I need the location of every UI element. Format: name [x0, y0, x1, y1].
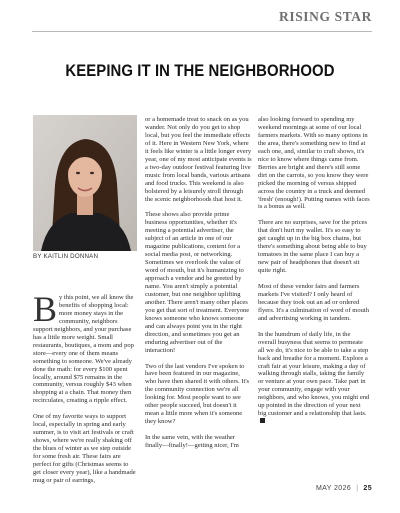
section-label: RISING STAR: [279, 9, 372, 24]
author-portrait-image: [33, 115, 137, 251]
page-number: 25: [363, 485, 372, 492]
paragraph: One of my favorite ways to support local, especially in spring and early summer, is to visit art festivals or craft shows, where we're really shaking off the blues of winter as we step outside for some fresh air. These fairs are perfect for gifts (Christmas seems to get closer every year), like a handmade mug or pair of earrings,: [33, 413, 136, 484]
article-title: KEEPING IT IN THE NEIGHBORHOOD: [65, 62, 335, 80]
paragraph: These shows also provide prime business opportunities, whether it's meeting a potential advertiser, the subject of an article in one of our magazine publications, content for a social media post, or networking. Sometimes we overlook the value of word of mouth, but it's humanizing to approach a vendor and be greeted by name. You aren't simply a potential customer, but one neighbor uplifting another. There aren't many other places you get that sort of treatment. Everyone knows someone who knows someone and can always point you in the right direction, and sometimes you get an enduring advertiser out of the interaction!: [145, 211, 250, 354]
paragraph: Most of these vendor fairs and farmers markets I've visited? I only heard of because they took out an ad or ordered flyers. It's a culmination of word of mouth and advertising working in tandem.: [258, 282, 369, 322]
header-rule: [32, 31, 372, 32]
dropcap: B: [33, 289, 58, 329]
paragraph: or a homemade treat to snack on as you wander. Not only do you get to shop local, but you feel the immediate effects of it. Here in Western New York, where it feels like winter is a little longer every year, one of my most anticipate events is a two-day outdoor festival featuring live music from local bands, various artisans and food trucks. This weekend is also bolstered by a leisurely stroll through the scenic neighborhoods that host it.: [145, 116, 252, 203]
column-3: [258, 116, 370, 434]
byline: BY KAITLIN DONNAN: [33, 253, 99, 260]
page-footer: [316, 485, 372, 492]
author-photo: [33, 115, 137, 251]
footer-separator: |: [356, 485, 359, 492]
paragraph: By this point, we all know the benefits of shopping local: more money stays in the community, neighbors support neighbors, and your purchase has a little more weight. Small restaurants, boutiques, a mom and pop store—every one of them means something to someone. We've already done the math: for every $100 spent locally, around $75 remains in the community, versus roughly $43 when shopping at a chain. That money then recirculates, creating a ripple effect.: [33, 289, 134, 405]
column-2: [145, 116, 252, 458]
paragraph: also looking forward to spending my weekend mornings at some of our local farmers markets. With so many options in the area, there's something new to find at each one, and, similar to craft shows, it's nice to know where things came from. Berries are bright and there's still some dirt on the carrots, so you know they were picked the morning of versus shipped across the country in a truck and deemed 'fresh' (enough!). Putting names with faces is a bonus as well.: [258, 116, 370, 211]
paragraph: Two of the last vendors I've spoken to have been featured in our magazine, who have then shared it with others. It's the community connection we're all looking for. Most people want to see other people succeed, but doesn't it mean a little more when it's someone they know?: [145, 362, 250, 426]
paragraph: In the same vein, with the weather finally—finally!—getting nicer, I'm: [145, 434, 239, 450]
paragraph: There are no surprises, save for the prices that don't hurt my wallet. It's so easy to get caught up in the big box chains, but there's something about being able to buy tomatoes in the same place I can buy a new pair of headphones that doesn't sit quite right.: [258, 219, 368, 275]
column-1: [33, 289, 138, 493]
issue-date: MAY 2026: [315, 485, 352, 492]
square-end-mark-icon: [260, 418, 265, 423]
paragraph: In the humdrum of daily life, in the overall busyness that seems to permeate all we do, it's nice to be able to take a step back and breathe for a moment. Explore a craft fair at your leisure, making a day of walking through stalls, taking the family or venture at your own pace. Take part in your community, engage with your neighbors, and who knows, you might end up pointed in the direction of your next big customer and a relationship that lasts.: [258, 331, 370, 426]
